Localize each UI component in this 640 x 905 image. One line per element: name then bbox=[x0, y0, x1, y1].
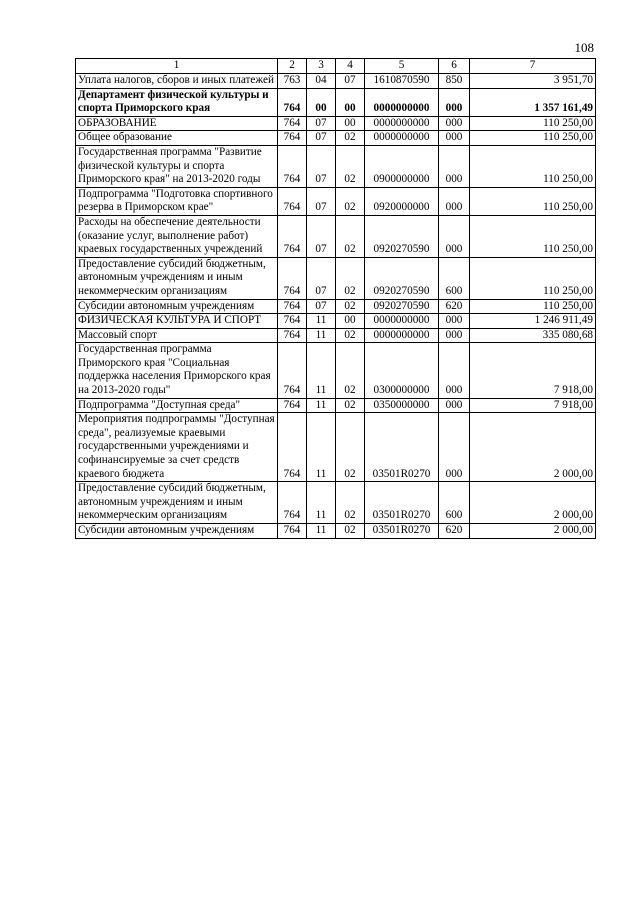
table-row bbox=[76, 187, 596, 215]
row-target-article-cell: 0920000000 bbox=[365, 187, 439, 215]
row-name-cell: ОБРАЗОВАНИЕ bbox=[76, 116, 278, 131]
row-expense-type-cell: 620 bbox=[439, 524, 470, 539]
row-name-cell: Общее образование bbox=[76, 131, 278, 146]
table-row bbox=[76, 413, 596, 482]
table-row bbox=[76, 145, 596, 187]
column-header: 5 bbox=[365, 59, 439, 74]
row-target-article-cell: 0920270590 bbox=[365, 257, 439, 299]
column-header: 3 bbox=[307, 59, 336, 74]
row-subsection-cell: 02 bbox=[336, 328, 365, 343]
row-section-cell: 11 bbox=[307, 343, 336, 398]
row-name-cell: Субсидии автономным учреждениям bbox=[76, 524, 278, 539]
row-section-cell: 07 bbox=[307, 257, 336, 299]
row-section-cell: 04 bbox=[307, 74, 336, 89]
table-row bbox=[76, 398, 596, 413]
row-name-cell: Предоставление субсидий бюджетным, автономным учреждениям и иным некоммерческим организациям bbox=[76, 482, 278, 524]
row-admin-code-cell: 763 bbox=[278, 74, 307, 89]
row-expense-type-cell: 000 bbox=[439, 116, 470, 131]
row-admin-code-cell: 764 bbox=[278, 482, 307, 524]
row-target-article-cell: 1610870590 bbox=[365, 74, 439, 89]
row-amount-cell: 110 250,00 bbox=[470, 145, 596, 187]
row-section-cell: 11 bbox=[307, 398, 336, 413]
row-amount-cell: 110 250,00 bbox=[470, 257, 596, 299]
table-row bbox=[76, 88, 596, 116]
row-admin-code-cell: 764 bbox=[278, 145, 307, 187]
row-admin-code-cell: 764 bbox=[278, 257, 307, 299]
row-amount-cell: 2 000,00 bbox=[470, 482, 596, 524]
row-amount-cell: 1 246 911,49 bbox=[470, 314, 596, 329]
row-admin-code-cell: 764 bbox=[278, 187, 307, 215]
row-subsection-cell: 02 bbox=[336, 343, 365, 398]
row-target-article-cell: 0000000000 bbox=[365, 328, 439, 343]
row-admin-code-cell: 764 bbox=[278, 328, 307, 343]
row-target-article-cell: 0000000000 bbox=[365, 314, 439, 329]
row-expense-type-cell: 850 bbox=[439, 74, 470, 89]
header-row bbox=[76, 59, 596, 74]
table-row bbox=[76, 257, 596, 299]
row-admin-code-cell: 764 bbox=[278, 398, 307, 413]
row-amount-cell: 110 250,00 bbox=[470, 187, 596, 215]
row-name-cell: Мероприятия подпрограммы "Доступная среда", реализуемые краевыми государственными учреждениями и софинансируемые за счет средств краевого бюджета bbox=[76, 413, 278, 482]
row-amount-cell: 110 250,00 bbox=[470, 215, 596, 257]
row-name-cell: Государственная программа Приморского края "Социальная поддержка населения Приморского края на 2013-2020 годы" bbox=[76, 343, 278, 398]
row-section-cell: 11 bbox=[307, 328, 336, 343]
row-name-cell: Государственная программа "Развитие физической культуры и спорта Приморского края" на 2013-2020 годы bbox=[76, 145, 278, 187]
row-amount-cell: 7 918,00 bbox=[470, 343, 596, 398]
budget-table bbox=[75, 58, 596, 539]
row-amount-cell: 3 951,70 bbox=[470, 74, 596, 89]
row-amount-cell: 110 250,00 bbox=[470, 116, 596, 131]
table-row bbox=[76, 314, 596, 329]
column-header: 1 bbox=[76, 59, 278, 74]
row-target-article-cell: 03501R0270 bbox=[365, 413, 439, 482]
row-subsection-cell: 02 bbox=[336, 398, 365, 413]
row-expense-type-cell: 000 bbox=[439, 215, 470, 257]
row-name-cell: Подпрограмма "Доступная среда" bbox=[76, 398, 278, 413]
row-admin-code-cell: 764 bbox=[278, 299, 307, 314]
row-admin-code-cell: 764 bbox=[278, 215, 307, 257]
row-amount-cell: 2 000,00 bbox=[470, 413, 596, 482]
row-target-article-cell: 0920270590 bbox=[365, 215, 439, 257]
column-header: 7 bbox=[470, 59, 596, 74]
row-subsection-cell: 02 bbox=[336, 482, 365, 524]
row-name-cell: Департамент физической культуры и спорта Приморского края bbox=[76, 88, 278, 116]
column-header: 6 bbox=[439, 59, 470, 74]
row-target-article-cell: 0000000000 bbox=[365, 116, 439, 131]
row-expense-type-cell: 000 bbox=[439, 131, 470, 146]
row-subsection-cell: 02 bbox=[336, 413, 365, 482]
row-expense-type-cell: 000 bbox=[439, 328, 470, 343]
row-admin-code-cell: 764 bbox=[278, 413, 307, 482]
row-expense-type-cell: 620 bbox=[439, 299, 470, 314]
row-name-cell: Расходы на обеспечение деятельности (оказание услуг, выполнение работ) краевых государственных учреждений bbox=[76, 215, 278, 257]
row-section-cell: 07 bbox=[307, 131, 336, 146]
row-expense-type-cell: 000 bbox=[439, 145, 470, 187]
table-row bbox=[76, 131, 596, 146]
row-name-cell: Уплата налогов, сборов и иных платежей bbox=[76, 74, 278, 89]
row-subsection-cell: 00 bbox=[336, 116, 365, 131]
row-expense-type-cell: 600 bbox=[439, 257, 470, 299]
row-target-article-cell: 03501R0270 bbox=[365, 482, 439, 524]
row-section-cell: 07 bbox=[307, 215, 336, 257]
row-section-cell: 07 bbox=[307, 116, 336, 131]
row-section-cell: 11 bbox=[307, 314, 336, 329]
row-admin-code-cell: 764 bbox=[278, 116, 307, 131]
row-section-cell: 11 bbox=[307, 524, 336, 539]
row-section-cell: 00 bbox=[307, 88, 336, 116]
page-number: 108 bbox=[574, 40, 594, 55]
table-row bbox=[76, 74, 596, 89]
row-section-cell: 11 bbox=[307, 413, 336, 482]
row-amount-cell: 1 357 161,49 bbox=[470, 88, 596, 116]
table-row bbox=[76, 116, 596, 131]
row-admin-code-cell: 764 bbox=[278, 314, 307, 329]
row-target-article-cell: 0920270590 bbox=[365, 299, 439, 314]
row-admin-code-cell: 764 bbox=[278, 524, 307, 539]
row-target-article-cell: 0900000000 bbox=[365, 145, 439, 187]
row-expense-type-cell: 600 bbox=[439, 482, 470, 524]
row-target-article-cell: 0000000000 bbox=[365, 88, 439, 116]
row-section-cell: 07 bbox=[307, 187, 336, 215]
row-subsection-cell: 02 bbox=[336, 131, 365, 146]
row-subsection-cell: 00 bbox=[336, 88, 365, 116]
row-amount-cell: 110 250,00 bbox=[470, 299, 596, 314]
row-subsection-cell: 07 bbox=[336, 74, 365, 89]
row-expense-type-cell: 000 bbox=[439, 413, 470, 482]
row-name-cell: Подпрограмма "Подготовка спортивного резерва в Приморском крае" bbox=[76, 187, 278, 215]
row-name-cell: Предоставление субсидий бюджетным, автономным учреждениям и иным некоммерческим организациям bbox=[76, 257, 278, 299]
row-subsection-cell: 02 bbox=[336, 187, 365, 215]
table-row bbox=[76, 215, 596, 257]
row-subsection-cell: 02 bbox=[336, 524, 365, 539]
row-admin-code-cell: 764 bbox=[278, 131, 307, 146]
row-amount-cell: 110 250,00 bbox=[470, 131, 596, 146]
row-amount-cell: 2 000,00 bbox=[470, 524, 596, 539]
table-row bbox=[76, 524, 596, 539]
row-subsection-cell: 02 bbox=[336, 299, 365, 314]
row-name-cell: ФИЗИЧЕСКАЯ КУЛЬТУРА И СПОРТ bbox=[76, 314, 278, 329]
row-expense-type-cell: 000 bbox=[439, 398, 470, 413]
table-row bbox=[76, 328, 596, 343]
column-header: 2 bbox=[278, 59, 307, 74]
row-expense-type-cell: 000 bbox=[439, 314, 470, 329]
table-row bbox=[76, 299, 596, 314]
row-name-cell: Массовый спорт bbox=[76, 328, 278, 343]
row-admin-code-cell: 764 bbox=[278, 88, 307, 116]
row-section-cell: 11 bbox=[307, 482, 336, 524]
row-target-article-cell: 03501R0270 bbox=[365, 524, 439, 539]
row-subsection-cell: 02 bbox=[336, 215, 365, 257]
table-row bbox=[76, 343, 596, 398]
row-target-article-cell: 0000000000 bbox=[365, 131, 439, 146]
row-amount-cell: 335 080,68 bbox=[470, 328, 596, 343]
row-expense-type-cell: 000 bbox=[439, 88, 470, 116]
row-expense-type-cell: 000 bbox=[439, 187, 470, 215]
row-section-cell: 07 bbox=[307, 145, 336, 187]
row-target-article-cell: 0300000000 bbox=[365, 343, 439, 398]
row-subsection-cell: 00 bbox=[336, 314, 365, 329]
table-row bbox=[76, 482, 596, 524]
row-section-cell: 07 bbox=[307, 299, 336, 314]
row-admin-code-cell: 764 bbox=[278, 343, 307, 398]
row-amount-cell: 7 918,00 bbox=[470, 398, 596, 413]
row-expense-type-cell: 000 bbox=[439, 343, 470, 398]
row-subsection-cell: 02 bbox=[336, 145, 365, 187]
row-target-article-cell: 0350000000 bbox=[365, 398, 439, 413]
row-subsection-cell: 02 bbox=[336, 257, 365, 299]
column-header: 4 bbox=[336, 59, 365, 74]
row-name-cell: Субсидии автономным учреждениям bbox=[76, 299, 278, 314]
